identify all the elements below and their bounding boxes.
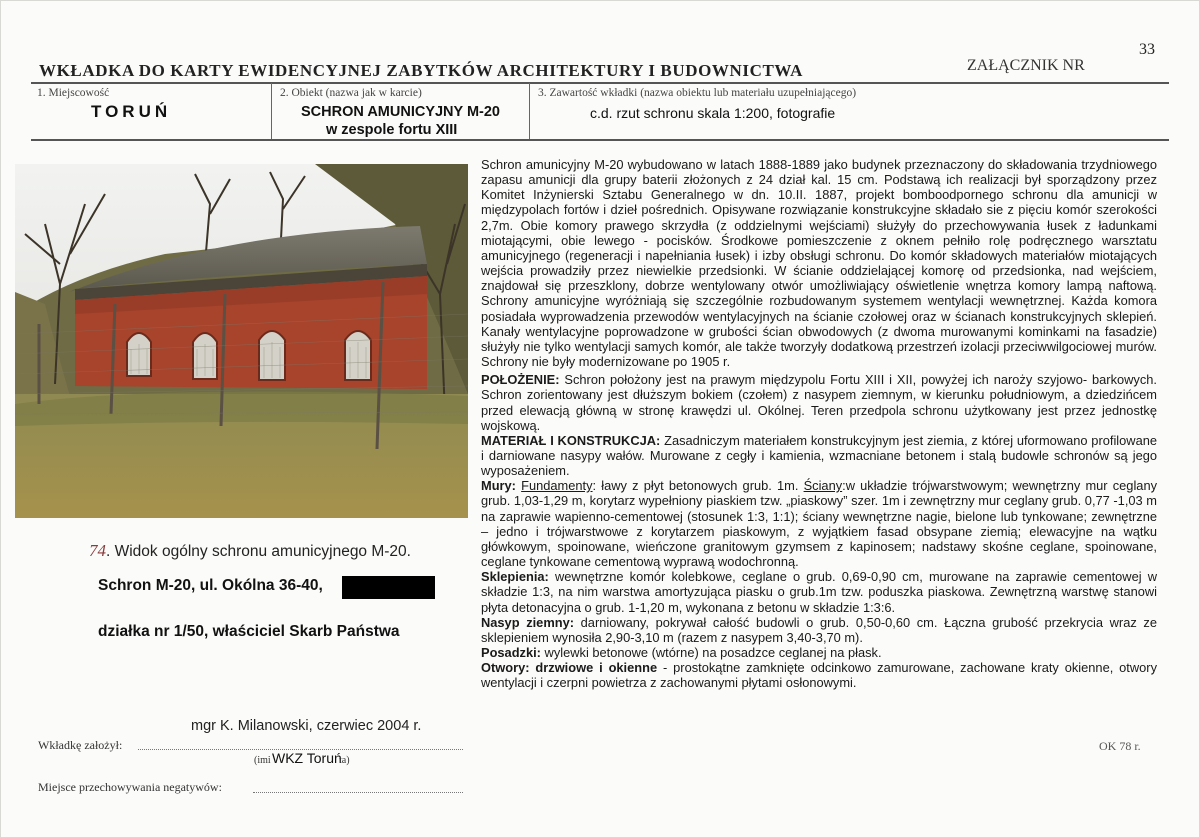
plot-owner: działka nr 1/50, właściciel Skarb Państwa — [98, 623, 400, 640]
floors-text: wylewki betonowe (wtórne) na posadzce ceglanej na płask. — [544, 645, 882, 660]
contents-value: c.d. rzut schronu skala 1:200, fotografie — [590, 105, 836, 121]
name-hint-right: ta) — [339, 755, 350, 766]
floors-paragraph — [481, 645, 1157, 660]
form-title: WKŁADKA DO KARTY EWIDENCYJNEJ ZABYTKÓW ARCHITEKTURY I BUDOWNICTWA — [39, 61, 804, 80]
page-number: 33 — [1139, 41, 1155, 58]
negatives-label: Miejsce przechowywania negatywów: — [38, 780, 222, 794]
floors-heading: Posadzki: — [481, 645, 541, 660]
photo-caption-text: . Widok ogólny schronu amunicyjnego M-20. — [106, 543, 411, 560]
vaults-text: wewnętrzne komór kolebkowe, ceglane o grub. 0,69-0,90 cm, murowane na zaprawie cementowej w składzie 1:3, na nim warstwa amortyzująca piasku o grub.1m tzw. poduszka piaskowa. Zewnętrzną warstwę stanowi płyta detonacyjna o grub. 1-1,20 m, wykonana z betonu w składzie 1:3:6. — [481, 569, 1157, 615]
embankment-paragraph — [481, 615, 1157, 645]
created-by-label: Wkładkę założył: — [38, 738, 123, 752]
locality-label: 1. Miejscowość — [37, 87, 110, 99]
openings-subheading: drzwiowe i okienne — [535, 660, 658, 676]
object-value-line2: w zespole fortu XIII — [326, 122, 458, 138]
material-heading: MATERIAŁ I KONSTRUKCJA: — [481, 432, 661, 448]
walls-text: :w układzie trójwarstwowym; wewnętrzny mur ceglany grub. 1,03-1,29 m, korytarz wypełniony piaskiem tzw. „piaskowy” szer. 1m i zewnętrzny mur ceglany grub. 0,77 -1,03 m na zaprawie wapienno-cementowej (stosunek 1:3, 1:1); ściany wewnętrzne nagie, bielone lub tynkowane; zewnętrzne – jedno i trójwarstwowe z korytarzem piaskowym, z wyjątkiem fasad obsypane ziemią; elewacyjne na wątku główkowym, spoinowane, wieńczone granitowym gzymsem z kapinosem; nadstawy skośne ceglane, spoinowane, ceglane tynkowane cementową wyprawą wodochronną. — [481, 478, 1158, 570]
field-divider-1 — [271, 83, 272, 139]
material-text: Zasadniczym materiałem konstrukcyjnym jest ziemia, z której uformowano profilowane i darniowane nasypy wałów. Murowane z cegły i kamienia, wzmacniane betonem i stalą budowle schronów są jego wyposażeniem. — [481, 432, 1157, 479]
location-heading: POŁOŻENIE: — [481, 372, 560, 388]
embankment-heading: Nasyp ziemny: — [481, 614, 575, 630]
field-divider-2 — [529, 83, 530, 139]
annex-label: ZAŁĄCZNIK NR — [967, 57, 1085, 74]
redaction-bar — [342, 576, 435, 599]
description-intro: Schron amunicyjny M-20 wybudowano w latach 1888-1889 jako budynek przeznaczony do składowania trzydniowego zapasu amunicji dla grupy baterii złożonych z 24 dział kal. 15 cm. Podstawą ich realizacji był sporządzony przez Komitet Inżynierski Sztabu Generalnego w dn. 10.II. 1887, projekt bomboodpornego schronu dla amunicji w międzypolach fortów i dzieł pośrednich. Opisywane rozwiązanie konstrukcyjne składało sie z pięciu komór szerokości 2,7m. Obie komory prawego skrzydła (z oddzielnymi wejściami) służyły do przechowywania łusek z ładunkami miotającymi, obie lewego - pocisków. Środkowe pomieszczenie z oknem pełniło rolę podręcznego warsztatu amunicyjnego (regeneracji i napełniania łusek) i izby obsługi schronu. Do komór składowych materiałów miotających wejścia prowadziły przez niewielkie przedsionki. W ścianie oddzielającej komorę od przedsionka, nad wejściem, znajdował się przeszklony, dobrze wentylowany otwór umożliwiający oświetlenie wnętrza komory lampą naftową. Schrony amunicyjne wyróżniają się szczególnie rozbudowanym systemem wentylacji wewnętrznej. Każda komora posiadała wyprowadzenia przewodów wentylacyjnych na ścianie czołowej oraz w ścianach konstrukcyjnych sklepień. Kanały wentylacyjne poprowadzone w grubości ścian obwodowych (z dwoma murowanymi kominkami na fasadzie) służyły nie tylko wentylacji samych komór, ale także tworzyły dodatkową przestrzeń izolacji przeciwwilgociowej murów. Schrony nie były modernizowane po 1905 r. — [481, 157, 1157, 370]
author-line: mgr K. Milanowski, czerwiec 2004 r. — [191, 718, 422, 734]
contents-label: 3. Zawartość wkładki (nazwa obiektu lub materiału uzupełniającego) — [538, 87, 857, 99]
header-rule-bottom — [31, 139, 1169, 141]
object-label: 2. Obiekt (nazwa jak w karcie) — [280, 87, 422, 99]
header-rule-top — [31, 82, 1169, 84]
object-value-line1: SCHRON AMUNICYJNY M-20 — [301, 104, 500, 120]
location-paragraph — [481, 372, 1157, 433]
locality-value: TORUŃ — [91, 102, 172, 121]
openings-paragraph — [481, 660, 1157, 690]
photo-caption — [89, 541, 411, 561]
overlay-fragment: OK 78 r. — [1099, 739, 1141, 753]
location-text: Schron położony jest na prawym międzypolu Fortu XIII i XII, powyżej ich naroży szyjowo- barkowych. Schron zorientowany jest dłuższym bokiem (czołem) z nasypem ziemnym, w kierunku południowym, a dziedzińcem przed elewacją główną w stronę krawędzi ul. Okólnej. Teren przedpola schronu użytkowany jest przez jednostkę wojskową. — [481, 372, 1157, 433]
walls-heading: Mury: — [481, 478, 516, 494]
vaults-paragraph — [481, 569, 1157, 614]
embankment-text: darniowany, pokrywał całość budowli o grub. 0,50-0,60 cm. Łączna grubość przekrycia wraz ze sklepieniem wynosiła 2,90-3,10 m (razem z nasypem 3,40-3,70 m). — [481, 614, 1157, 645]
object-address: Schron M-20, ul. Okólna 36-40, — [98, 577, 323, 594]
foundations-label: Fundamenty — [521, 478, 593, 494]
walls-paragraph — [481, 478, 1157, 569]
negatives-line — [253, 792, 463, 793]
institution-stamp: WKZ Toruń — [272, 750, 342, 766]
foundations-text: : ławy z płyt betonowych grub. 1m. — [592, 478, 799, 494]
photo-number: 74 — [89, 541, 106, 560]
description-text — [481, 157, 1157, 690]
name-hint-left: (imi — [254, 755, 271, 766]
openings-text: - prostokątne zamknięte odcinkowo zamurowane, zachowane kraty okienne, otwory wentylacji i czerpni powietrza z zachowanymi płytami osłonowymi. — [481, 660, 1157, 691]
walls-label: Ściany — [803, 478, 843, 494]
vaults-heading: Sklepienia: — [481, 569, 549, 585]
openings-heading: Otwory: — [481, 660, 530, 676]
shelter-photo — [15, 164, 468, 518]
material-paragraph — [481, 433, 1157, 478]
